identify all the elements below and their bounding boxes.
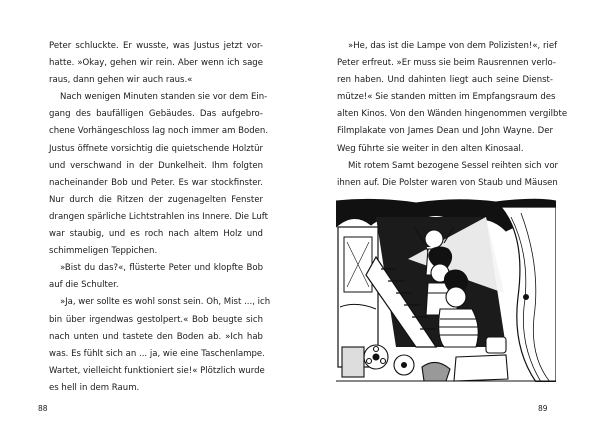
text-line: Weg führte sie weiter in den alten Kinosaal. — [337, 143, 524, 154]
text-line: Justus öffnete vorsichtig die quietschende Holztür — [49, 143, 263, 154]
text-line: gang des baufälligen Gebäudes. Das aufgebro- — [49, 109, 263, 120]
text-line: Nur durch die Ritzen der zugenagelten Fenster — [49, 194, 263, 205]
text-line: »He, das ist die Lampe von dem Polizisten!«, rief — [348, 41, 558, 51]
left-page-text — [49, 38, 271, 397]
page-number: 89 — [538, 404, 548, 413]
text-line: Mit rotem Samt bezogene Sessel reihten sich vor — [348, 160, 559, 171]
text-line: mütze!« Sie standen mitten im Empfangsraum des — [337, 92, 556, 103]
text-line: hatte. »Okay, gehen wir rein. Aber wenn ich sage — [49, 58, 263, 69]
text-line: nacheinander Bob und Peter. Es war stockfinster. — [49, 177, 263, 188]
text-line: alten Kinos. Von den Wänden hingenommen vergilbte — [337, 109, 568, 120]
text-line: Peter erfreut. »Er muss sie beim Rausrennen verlo- — [337, 58, 556, 69]
text-line: Filmplakate von James Dean und John Wayne. Der — [337, 126, 553, 137]
text-line: nach unten und tastete den Boden ab. »Ich hab — [49, 331, 263, 342]
text-line: »Ja, wer sollte es wohl sonst sein. Oh, Mist ..., ich — [60, 297, 271, 308]
text-line: und verschwand in der Dunkelheit. Ihm folgten — [49, 160, 263, 171]
text-line: was. Es fühlt sich an ... ja, wie eine Taschenlampe. — [49, 348, 265, 359]
text-line: es hell in dem Raum. — [49, 382, 140, 393]
text-line: schimmeligen Teppichen. — [49, 246, 158, 257]
text-line: ren haben. Und dahinten liegt auch seine Dienst- — [337, 75, 553, 86]
text-line: war staubig, und es roch nach altem Holz und — [49, 229, 263, 240]
right-page — [300, 0, 600, 435]
cinema-illustration — [336, 197, 556, 382]
page-number: 88 — [38, 404, 48, 413]
text-line: »Bist du das?«, flüsterte Peter und klopfte Bob — [60, 263, 263, 274]
right-page-text — [337, 38, 568, 192]
text-line: ihnen auf. Die Polster waren von Staub und Mäusen — [337, 177, 558, 188]
text-line: auf die Schulter. — [49, 280, 119, 291]
text-line: bin über irgendwas gestolpert.« Bob beugte sich — [49, 314, 263, 325]
text-line: Wartet, vielleicht funktioniert sie!« Plötzlich wurde — [49, 365, 265, 376]
text-line: Nach wenigen Minuten standen sie vor dem Ein- — [60, 92, 268, 103]
text-line: drangen spärliche Lichtstrahlen ins Innere. Die Luft — [49, 211, 268, 222]
text-line: raus, dann gehen wir auch raus.« — [49, 75, 193, 86]
text-line: Peter schluckte. Er wusste, was Justus jetzt vor- — [49, 41, 263, 51]
text-line: chene Vorhängeschloss lag noch immer am Boden. — [49, 126, 269, 137]
